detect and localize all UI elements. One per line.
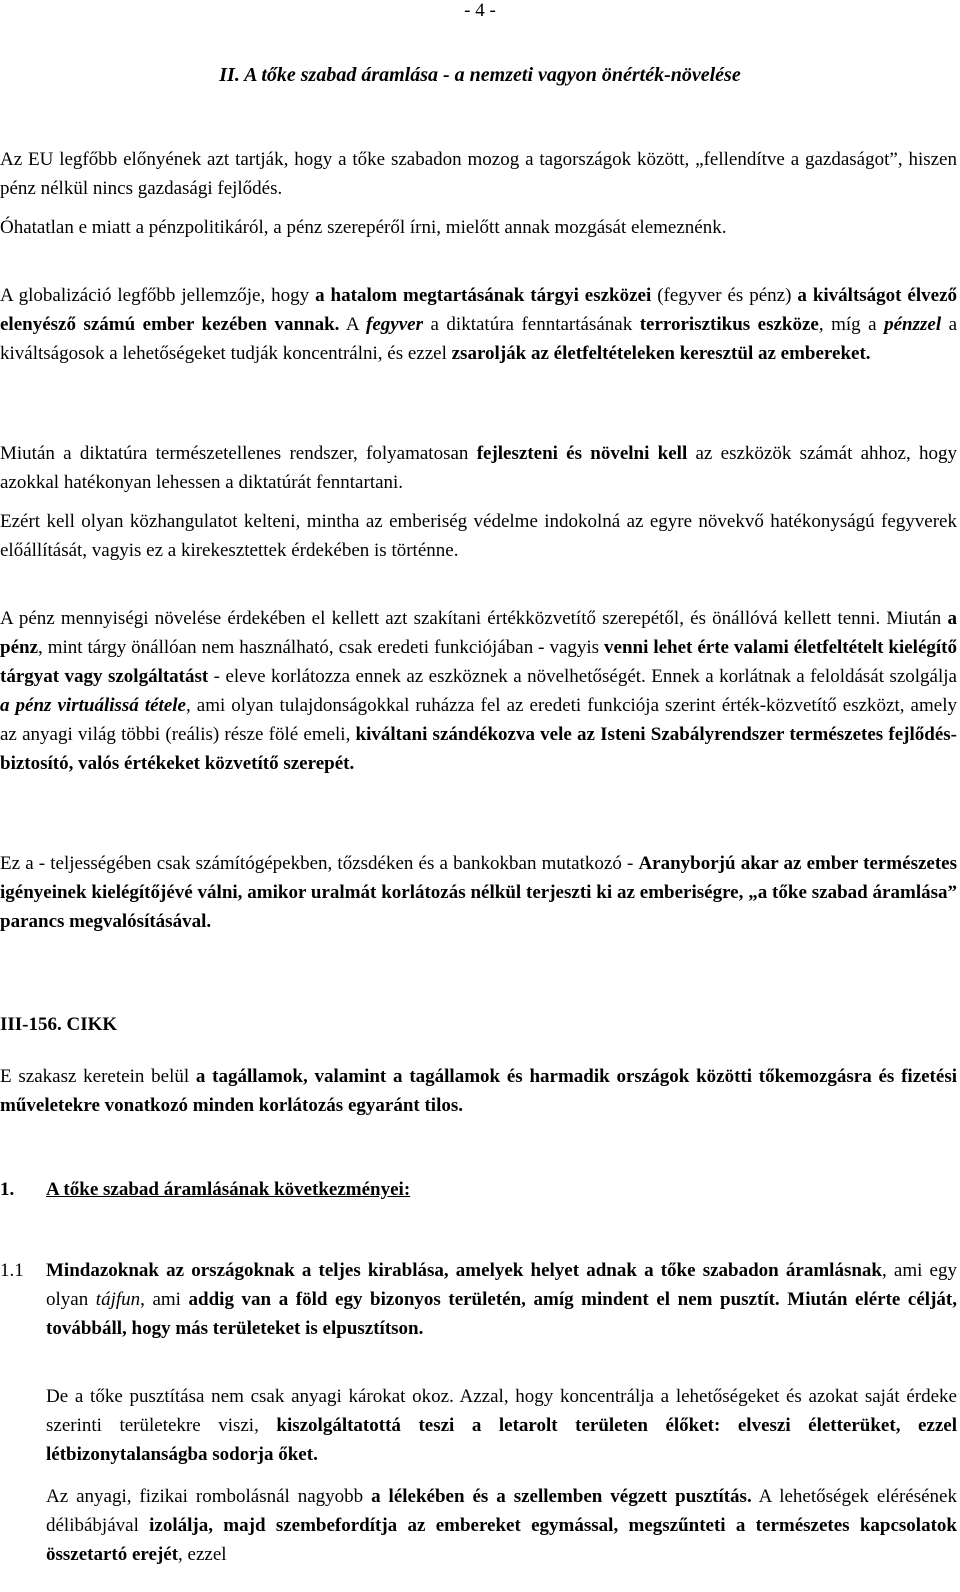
subsection-paragraph-2: De a tőke pusztítása nem csak anyagi károkat okoz. Azzal, hogy koncentrálja a lehetőségeket és azokat saját érdeke szerinti területekre viszi, kiszolgáltatottá teszi a letarolt területen élőket: elveszi életterüket, ezzel létbizonytalanságba sodorja őket. bbox=[46, 1386, 957, 1465]
paragraph-2: Óhatatlan e miatt a pénzpolitikáról, a pénz szerepéről írni, mielőtt annak mozgását elemeznénk. bbox=[0, 217, 727, 238]
page-number: - 4 - bbox=[464, 0, 496, 21]
paragraph-4: Miután a diktatúra természetellenes rendszer, folyamatosan fejleszteni és növelni kell az eszközök számát ahhoz, hogy azokkal hatékonyan lehessen a diktatúrát fenntartani. bbox=[0, 443, 957, 493]
subsection-paragraph-3: Az anyagi, fizikai rombolásnál nagyobb a lélekében és a szellemben végzett pusztítás. A lehetőségek elérésének délibábjával izolálja, majd szembefordítja az embereket egymással, megszűnteti a természetes kapcsolatok összetartó erejét, ezzel bbox=[46, 1486, 957, 1565]
paragraph-1: Az EU legfőbb előnyének azt tartják, hogy a tőke szabadon mozog a tagországok között, „fellendítve a gazdaságot”, hiszen pénz nélkül nincs gazdasági fejlődés. bbox=[0, 149, 957, 199]
chapter-heading: II. A tőke szabad áramlása - a nemzeti vagyon önérték-növelése bbox=[219, 64, 741, 86]
subsection-number: 1.1 bbox=[0, 1260, 24, 1281]
section-number: 1. bbox=[0, 1179, 15, 1200]
subsection-paragraph-1: Mindazoknak az országoknak a teljes kirablása, amelyek helyet adnak a tőke szabadon áramlásnak, ami egy olyan tájfun, ami addig van a föld egy bizonyos területén, amíg mindent el nem pusztít. Miután elérte célját, továbbáll, hogy más területeket is elpusztítson. bbox=[46, 1260, 957, 1339]
section-heading bbox=[0, 1175, 410, 1204]
paragraph-5: Ezért kell olyan közhangulatot kelteni, mintha az emberiség védelme indokolná az egyre növekvő hatékonyságú fegyverek előállítását, vagyis ez a kirekesztettek érdekében is történne. bbox=[0, 511, 957, 561]
paragraph-7: Ez a - teljességében csak számítógépekben, tőzsdéken és a bankokban mutatkozó - Aranyborjú akar az ember természetes igényeinek kielégítőjévé válni, amikor uralmát korlátozás nélkül terjeszti ki az emberiségre, „a tőke szabad áramlása” parancs megvalósításával. bbox=[0, 853, 957, 932]
section-title: A tőke szabad áramlásának következményei: bbox=[46, 1179, 411, 1200]
paragraph-8: E szakasz keretein belül a tagállamok, valamint a tagállamok és harmadik országok közötti tőkemozgásra és fizetési műveletekre vonatkozó minden korlátozás egyaránt tilos. bbox=[0, 1066, 957, 1116]
paragraph-3: A globalizáció legfőbb jellemzője, hogy a hatalom megtartásának tárgyi eszközei (fegyver és pénz) a kiváltságot élvező elenyésző számú ember kezében vannak. A fegyver a diktatúra fenntartásának terrorisztikus eszköze, míg a pénzzel a kiváltságosok a lehetőségeket tudják koncentrálni, és ezzel zsarolják az életfeltételeken keresztül az embereket. bbox=[0, 285, 958, 364]
paragraph-6: A pénz mennyiségi növelése érdekében el kellett azt szakítani értékközvetítő szerepétől, és önállóvá kellett tenni. Miután a pénz, mint tárgy önállóan nem használható, csak eredeti funkciójában - vagyis venni lehet érte valami életfeltételt kielégítő tárgyat vagy szolgáltatást - eleve korlátozza ennek az eszköznek a növelhetőségét. Ennek a korlátnak a feloldását szolgálja a pénz virtuálissá tétele, ami olyan tulajdonságokkal ruházza fel az eredeti funkciója szerint érték-közvetítő eszközt, amely az anyagi világ többi (reális) része fölé emeli, kiváltani szándékozva vele az Isteni Szabályrendszer természetes fejlődés-biztosító, valós értékeket közvetítő szerepét. bbox=[0, 608, 957, 774]
article-heading: III-156. CIKK bbox=[0, 1014, 118, 1035]
